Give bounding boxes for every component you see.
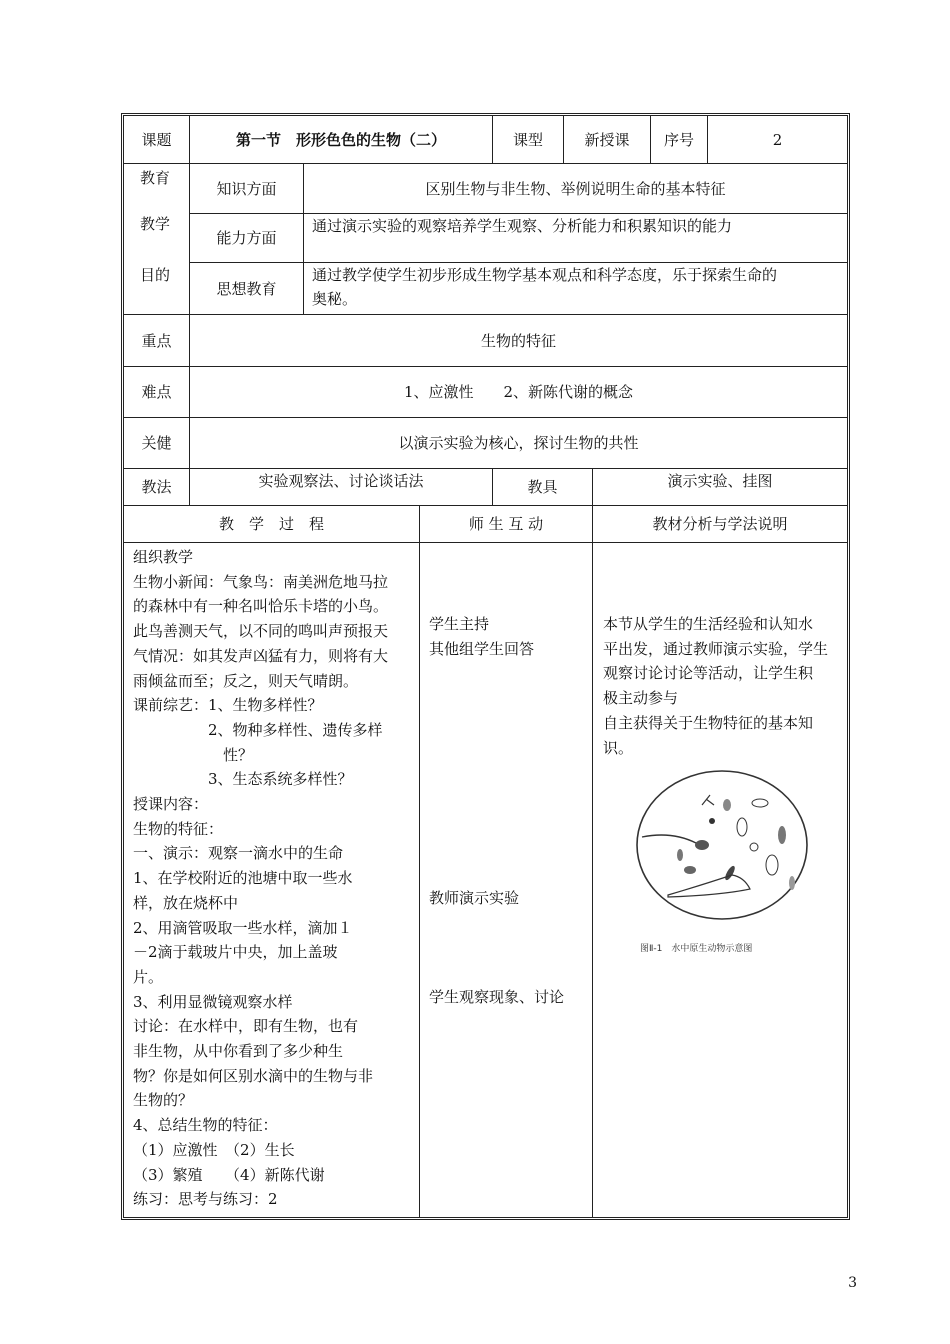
method-value: 实验观察法、讨论谈话法 <box>258 472 424 490</box>
process-line: 性？ <box>133 745 254 764</box>
crux-label: 关健 <box>141 434 172 452</box>
process-line: 片。 <box>133 967 164 986</box>
difficulty-value: 1、应激性 2、新陈代谢的概念 <box>403 383 634 401</box>
petri-dish-circle <box>637 771 807 919</box>
difficulty-label: 难点 <box>141 383 172 401</box>
crux-value: 以演示实验为核心，探讨生物的共性 <box>398 434 639 452</box>
topic-label: 课题 <box>141 130 172 149</box>
process-line: （1）应激性 （2）生长 <box>133 1140 295 1159</box>
analysis-line: 本节从学生的生活经验和认知水 <box>603 615 814 633</box>
organism-cell-7 <box>684 866 696 874</box>
process-column-header: 教 学 过 程 <box>218 515 324 533</box>
process-line: （3）繁殖 （4）新陈代谢 <box>133 1165 325 1184</box>
figure-caption: 图Ⅱ-1 水中原生动物示意图 <box>640 944 753 954</box>
key-point-value: 生物的特征 <box>480 331 556 350</box>
process-line: 课前综艺：1、生物多样性？ <box>133 696 323 715</box>
analysis-line: 自主获得关于生物特征的基本知 <box>603 713 814 732</box>
organism-cell-9 <box>750 843 758 851</box>
process-line: 生物的特征： <box>133 819 224 838</box>
analysis-line: 观察讨论讨论等活动，让学生积 <box>603 664 814 683</box>
organism-cell-4 <box>778 826 786 844</box>
organism-cell-3 <box>737 818 747 836</box>
ability-label: 能力方面 <box>216 229 277 247</box>
process-line: 讨论：在水样中，即有生物，也有 <box>133 1017 359 1036</box>
organism-cell-1 <box>695 840 709 850</box>
analysis-column-header: 教材分析与学法说明 <box>652 515 788 533</box>
process-line: 授课内容： <box>133 795 209 813</box>
process-line: 生物的？ <box>133 1091 194 1110</box>
organism-cell-2 <box>752 799 768 807</box>
protozoa-figure <box>632 765 812 960</box>
process-line: 2、用滴管吸取一些水样，滴加１ <box>133 918 353 937</box>
interaction-student-host: 学生主持 <box>429 615 490 633</box>
analysis-line: 平出发，通过教师演示实验，学生 <box>603 639 829 658</box>
process-line: 非生物，从中你看到了多少种生 <box>133 1042 344 1060</box>
process-line: 练习：思考与练习：2 <box>133 1190 278 1209</box>
key-point-label: 重点 <box>141 331 172 350</box>
process-line: 3、利用显微镜观察水样 <box>133 992 293 1011</box>
interaction-teacher-demo: 教师演示实验 <box>429 889 520 907</box>
seq-value: 2 <box>772 130 783 149</box>
tools-label: 教具 <box>527 478 558 496</box>
analysis-line: 识。 <box>603 738 634 757</box>
topic-value: 第一节 形形色色的生物（二） <box>235 130 446 149</box>
process-line: 4、总结生物的特征： <box>133 1116 278 1135</box>
interaction-student-observe: 学生观察现象、讨论 <box>429 988 565 1006</box>
organism-cell-12 <box>677 849 683 861</box>
page-number: 3 <box>848 1275 857 1291</box>
organism-cell-10 <box>709 818 715 824</box>
process-line: －2滴于载玻片中央，加上盖玻 <box>133 943 338 962</box>
objectives-label-line-2: 教学 <box>140 215 171 233</box>
process-line: 1、在学校附近的池塘中取一些水 <box>133 869 353 888</box>
tools-value: 演示实验、挂图 <box>667 472 773 490</box>
process-line: 样，放在烧杯中 <box>133 893 239 912</box>
analysis-line: 极主动参与 <box>603 689 679 708</box>
process-line: 雨倾盆而至；反之，则天气晴朗。 <box>133 671 359 690</box>
objectives-label-line-1: 教育 <box>140 169 171 187</box>
process-line: 组织教学 <box>133 548 194 566</box>
process-line: 2、物种多样性、遗传多样 <box>133 720 383 739</box>
ideology-value-line-1: 通过教学使学生初步形成生物学基本观点和科学态度，乐于探索生命的 <box>312 266 778 284</box>
process-line: 此鸟善测天气，以不同的鸣叫声预报天 <box>133 622 389 641</box>
process-line: 3、生态系统多样性？ <box>133 770 353 789</box>
organism-flagellate <box>642 835 696 843</box>
ideology-label: 思想教育 <box>216 279 277 298</box>
interaction-column-header: 师 生 互 动 <box>468 515 544 533</box>
knowledge-label: 知识方面 <box>216 179 277 198</box>
organism-spiky <box>702 795 714 805</box>
organism-worm <box>668 875 750 897</box>
process-line: 生物小新闻：气象鸟：南美洲危地马拉 <box>133 572 389 591</box>
knowledge-value: 区别生物与非生物、举例说明生命的基本特征 <box>425 179 726 198</box>
type-label: 课型 <box>512 130 543 149</box>
process-line: 物？你是如何区别水滴中的生物与非 <box>133 1066 374 1085</box>
organism-cell-6 <box>766 855 778 875</box>
ideology-value-line-2: 奥秘。 <box>312 290 358 308</box>
process-line: 气情况：如其发声凶猛有力，则将有大 <box>133 646 389 665</box>
ability-value: 通过演示实验的观察培养学生观察、分析能力和积累知识的能力 <box>312 217 733 235</box>
seq-label: 序号 <box>663 130 694 149</box>
process-line: 一、演示：观察一滴水中的生命 <box>133 844 344 863</box>
organism-cell-11 <box>789 876 795 890</box>
interaction-group-answer: 其他组学生回答 <box>429 640 535 658</box>
objectives-label-line-3: 目的 <box>140 266 171 284</box>
type-value: 新授课 <box>584 130 630 149</box>
organism-cell-5 <box>723 799 731 811</box>
process-line: 的森林中有一种名叫恰乐卡塔的小鸟。 <box>133 597 389 616</box>
organism-cell-8 <box>723 865 736 882</box>
method-label: 教法 <box>141 478 172 496</box>
